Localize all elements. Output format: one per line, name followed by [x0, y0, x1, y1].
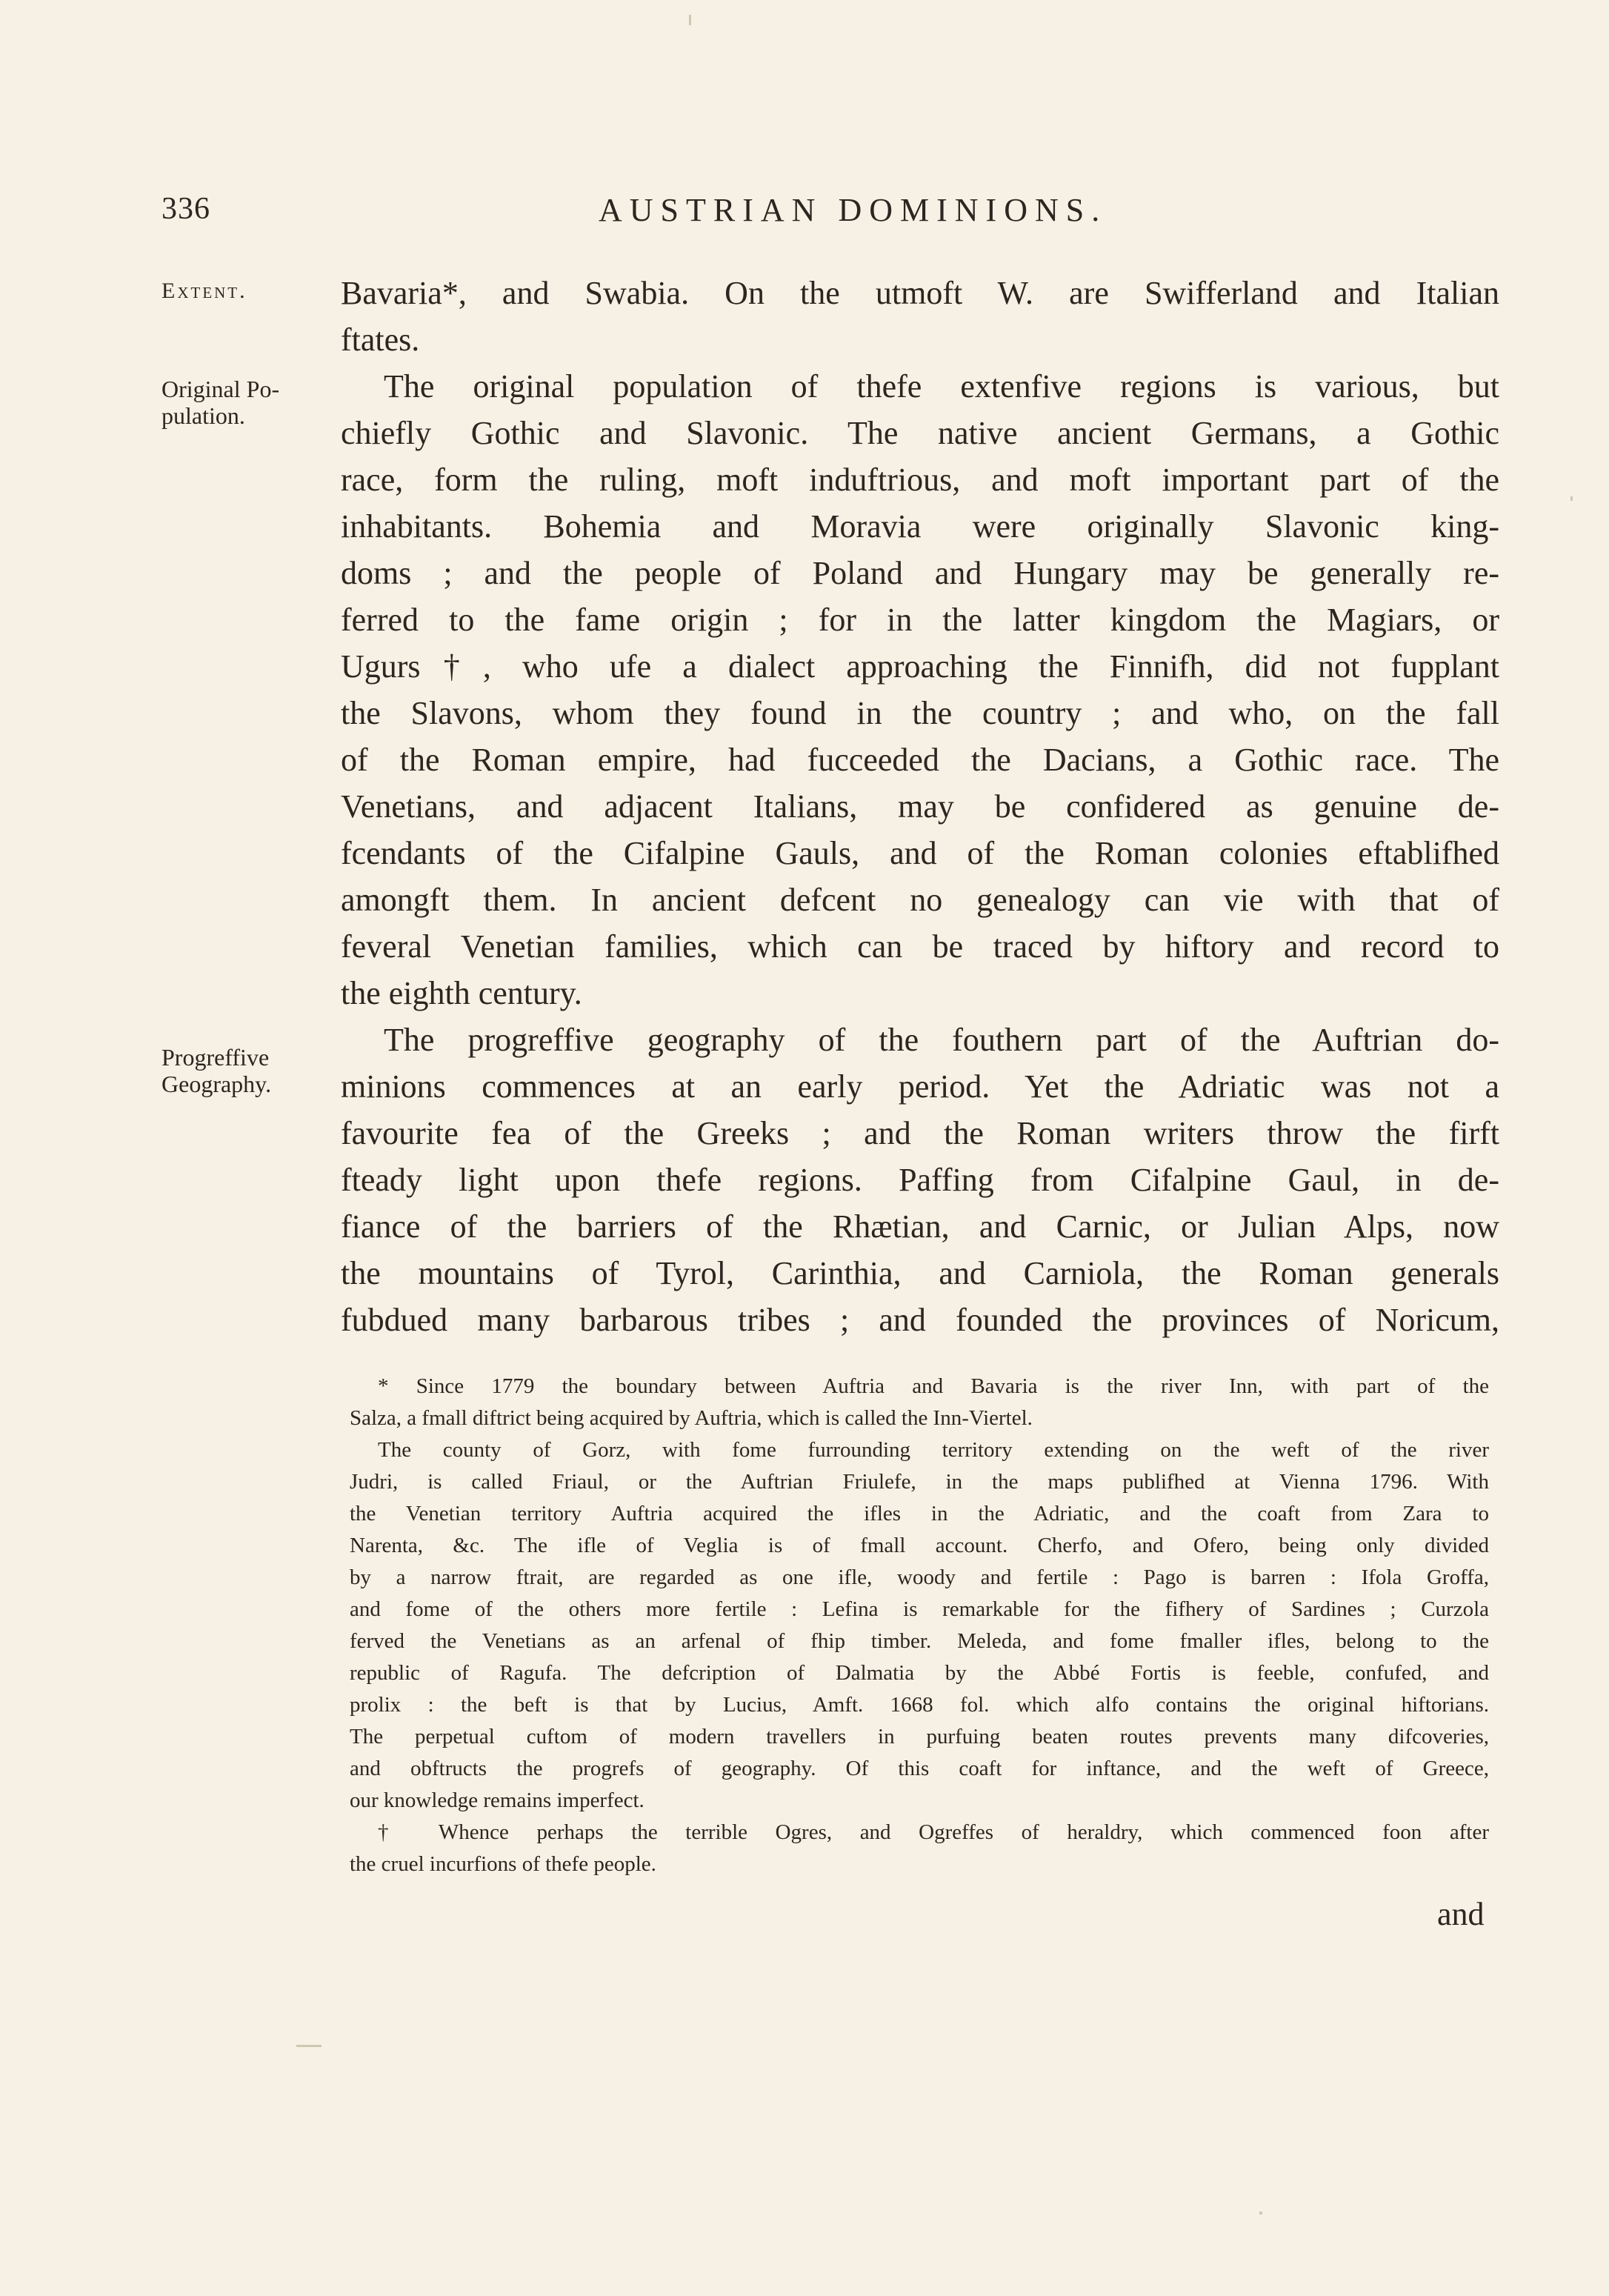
page-number: 336 [161, 192, 210, 226]
body-line: the eighth century. [341, 975, 582, 1011]
body-line: fcendants of the Cifalpine Gauls, and of the Roman colonies eftablifhed [341, 835, 1499, 871]
body-line: Venetians, and adjacent Italians, may be confidered as genuine de- [341, 788, 1499, 825]
footnote-line: republic of Ragufa. The defcription of Dalmatia by the Abbé Fortis is feeble, confufed, and [350, 1661, 1489, 1685]
body-line: The original population of thefe extenfive regions is various, but [384, 368, 1499, 405]
footnote-line: † Whence perhaps the terrible Ogres, and Ogreffes of heraldry, which commenced foon after [378, 1820, 1489, 1844]
footnotes [350, 1371, 1489, 1880]
running-title: AUSTRIAN DOMINIONS. [599, 192, 1107, 228]
body-line: race, form the ruling, moft induftrious, and moft important part of the [341, 462, 1499, 498]
paper-speck [296, 2045, 322, 2047]
body-line: favourite fea of the Greeks ; and the Roman writers throw the firft [341, 1115, 1499, 1151]
body-line: the mountains of Tyrol, Carinthia, and Carniola, the Roman generals [341, 1255, 1499, 1291]
catchword: and [1437, 1896, 1485, 1932]
body-line: ferred to the fame origin ; for in the latter kingdom the Magiars, or [341, 602, 1499, 638]
footnote-line: The perpetual cuftom of modern travellers in purfuing beaten routes prevents many difcoveries, [350, 1725, 1489, 1748]
body-line: The progreffive geography of the fouthern part of the Auftrian do- [384, 1022, 1499, 1058]
paper-speck [1570, 496, 1573, 501]
footnote-line: ferved the Venetians as an arfenal of fhip timber. Meleda, and fome fmaller ifles, belong to the [350, 1629, 1489, 1653]
margin-note-population-2: pulation. [161, 402, 245, 429]
margin-note-extent: Extent. [161, 279, 247, 303]
footnote-line: The county of Gorz, with fome furrounding territory extending on the weft of the river [378, 1438, 1489, 1462]
footnote-line: the cruel incurfions of thefe people. [350, 1852, 656, 1876]
margin-note-geography-1: Progreffive [161, 1044, 270, 1071]
footnote-line: Narenta, &c. The ifle of Veglia is of fmall account. Cherfo, and Ofero, being only divided [350, 1534, 1489, 1557]
body-line: feveral Venetian families, which can be traced by hiftory and record to [341, 928, 1499, 965]
margin-note-geography-2: Geography. [161, 1071, 272, 1097]
body-line: chiefly Gothic and Slavonic. The native ancient Germans, a Gothic [341, 415, 1499, 451]
body-line: inhabitants. Bohemia and Moravia were originally Slavonic king- [341, 508, 1499, 545]
body-line: Bavaria*, and Swabia. On the utmoft W. are Swifferland and Italian [341, 275, 1499, 311]
margin-note-population-1: Original Po- [161, 376, 280, 402]
body-text [341, 270, 1499, 1343]
paper-speck [689, 15, 691, 25]
body-line: ftates. [341, 322, 420, 358]
footnote-line: prolix : the beft is that by Lucius, Amft. 1668 fol. which alfo contains the original hiftorians. [350, 1693, 1489, 1717]
body-line: amongft them. In ancient defcent no genealogy can vie with that of [341, 882, 1499, 918]
body-line: fiance of the barriers of the Rhætian, and Carnic, or Julian Alps, now [341, 1208, 1499, 1245]
paper-speck [1259, 2212, 1262, 2215]
footnote-line: Judri, is called Friaul, or the Auftrian Friulefe, in the maps publifhed at Vienna 1796. With [350, 1470, 1489, 1494]
footnote-line: * Since 1779 the boundary between Auftria and Bavaria is the river Inn, with part of the [378, 1374, 1489, 1398]
body-line: the Slavons, whom they found in the country ; and who, on the fall [341, 695, 1499, 731]
body-line: fteady light upon thefe regions. Paffing from Cifalpine Gaul, in de- [341, 1162, 1499, 1198]
body-line: Ugurs†, who ufe a dialect approaching the Finnifh, did not fupplant [341, 648, 1499, 685]
body-line: minions commences at an early period. Yet the Adriatic was not a [341, 1068, 1499, 1105]
footnote-line: by a narrow ftrait, are regarded as one ifle, woody and fertile : Pago is barren : Ifola Groffa, [350, 1565, 1489, 1589]
body-line: fubdued many barbarous tribes ; and founded the provinces of Noricum, [341, 1302, 1499, 1338]
footnote-line: the Venetian territory Auftria acquired the ifles in the Adriatic, and the coaft from Zara to [350, 1502, 1489, 1525]
footnote-line: our knowledge remains imperfect. [350, 1788, 644, 1812]
footnote-line: Salza, a fmall diftrict being acquired by Auftria, which is called the Inn-Viertel. [350, 1406, 1033, 1430]
footnote-line: and obftructs the progrefs of geography. Of this coaft for inftance, and the weft of Greece, [350, 1757, 1489, 1780]
footnote-line: and fome of the others more fertile : Lefina is remarkable for the fifhery of Sardines ; Curzola [350, 1597, 1489, 1621]
body-line: doms ; and the people of Poland and Hungary may be generally re- [341, 555, 1499, 591]
body-line: of the Roman empire, had fucceeded the Dacians, a Gothic race. The [341, 742, 1499, 778]
